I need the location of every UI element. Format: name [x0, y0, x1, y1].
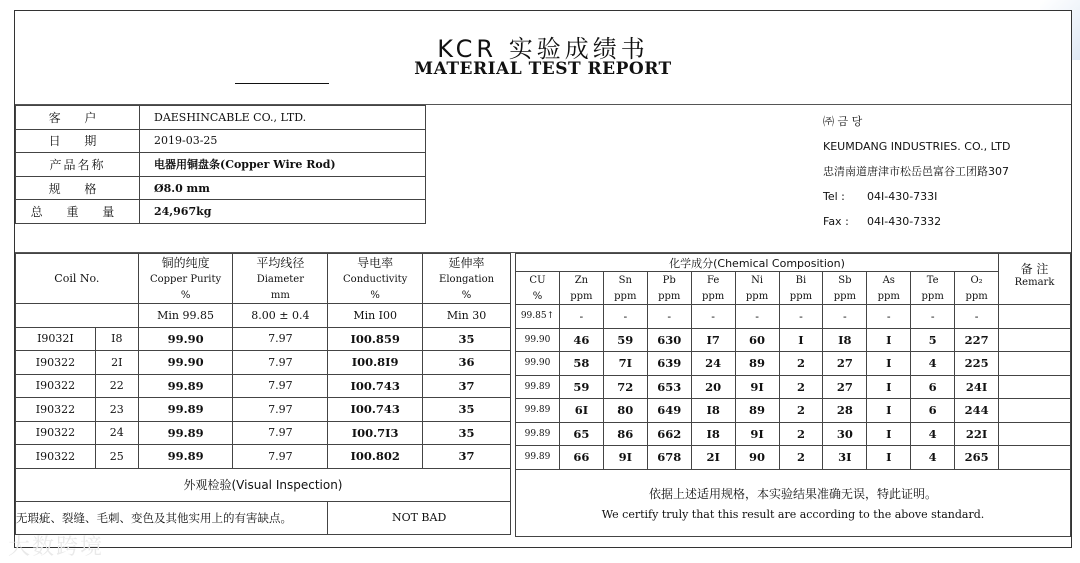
spec-conductivity: Min I00	[328, 304, 423, 328]
elongation-value: 37	[423, 445, 511, 469]
element-value: 3I	[823, 446, 867, 470]
elongation-value: 37	[423, 374, 511, 398]
element-value: 649	[647, 399, 691, 423]
element-value: I	[867, 328, 911, 352]
remark-cell	[999, 422, 1071, 446]
element-value: 2	[779, 399, 823, 423]
lot-no: I90322	[16, 374, 96, 398]
table-row	[516, 375, 1071, 399]
elongation-value: 35	[423, 398, 511, 422]
element-value: 5	[911, 328, 955, 352]
element-value: 653	[647, 375, 691, 399]
remark-cell	[999, 375, 1071, 399]
lot-no: I90322	[16, 445, 96, 469]
tel-value: 04I-430-733I	[867, 190, 938, 203]
element-value: 89	[735, 399, 779, 423]
element-unit: ppm	[647, 288, 691, 305]
remark-cell	[999, 352, 1071, 376]
element-value: 90	[735, 446, 779, 470]
info-key: 规 格	[16, 176, 140, 200]
spec-row	[16, 304, 511, 328]
conductivity-value: I00.802	[328, 445, 423, 469]
purity-value: 99.90	[138, 351, 233, 375]
purity-unit: %	[138, 287, 233, 304]
spec-row	[516, 305, 1071, 329]
certification-block	[516, 469, 1071, 536]
element-spec: -	[603, 305, 647, 329]
element-header: Sb	[823, 272, 867, 289]
conductivity-header-en: Conductivity	[328, 271, 423, 287]
cu-value: 99.89	[516, 446, 560, 470]
element-value: 59	[603, 328, 647, 352]
diameter-header-cn: 平均线径	[233, 254, 328, 272]
element-value: 24	[691, 352, 735, 376]
spec-elongation: Min 30	[423, 304, 511, 328]
table-row	[516, 446, 1071, 470]
element-value: 6	[911, 399, 955, 423]
table-row	[516, 328, 1071, 352]
purity-header-en: Copper Purity	[138, 271, 233, 287]
diameter-value: 7.97	[233, 351, 328, 375]
info-value: Ø8.0 mm	[140, 176, 426, 200]
element-value: I	[867, 446, 911, 470]
remark-cn: 备 注	[1020, 262, 1049, 276]
element-value: 2	[779, 375, 823, 399]
element-unit: ppm	[603, 288, 647, 305]
diameter-unit: mm	[233, 287, 328, 304]
element-spec: -	[559, 305, 603, 329]
coil-no: 24	[95, 421, 138, 445]
element-header: Bi	[779, 272, 823, 289]
element-value: I	[779, 328, 823, 352]
table-row	[516, 399, 1071, 423]
certify-en: We certify truly that this result are according to the above standard.	[601, 507, 985, 521]
element-value: 6I	[559, 399, 603, 423]
element-value: I7	[691, 328, 735, 352]
visual-result: NOT BAD	[328, 501, 511, 534]
purity-value: 99.90	[138, 327, 233, 351]
element-value: I8	[691, 422, 735, 446]
element-unit: %	[516, 288, 560, 305]
cu-value: 99.90	[516, 352, 560, 376]
element-value: 22I	[955, 422, 999, 446]
info-row	[16, 106, 426, 130]
table-row	[16, 421, 511, 445]
remark-cell	[999, 446, 1071, 470]
element-value: I	[867, 352, 911, 376]
table-row	[16, 351, 511, 375]
element-unit: ppm	[691, 288, 735, 305]
elongation-value: 36	[423, 351, 511, 375]
certify-cn: 依据上述适用规格，本实验结果准确无误，特此证明。	[648, 486, 937, 501]
element-spec: -	[955, 305, 999, 329]
purity-value: 99.89	[138, 445, 233, 469]
info-row	[16, 129, 426, 153]
coil-no: 22	[95, 374, 138, 398]
chemical-composition-table	[515, 253, 1071, 537]
element-header: Sn	[603, 272, 647, 289]
info-row	[16, 153, 426, 177]
element-value: 27	[823, 375, 867, 399]
visual-title-row	[16, 468, 511, 501]
fax-value: 04I-430-7332	[867, 215, 942, 228]
purity-header-cn: 铜的纯度	[138, 254, 233, 272]
spec-diameter: 8.00 ± 0.4	[233, 304, 328, 328]
element-value: 7I	[603, 352, 647, 376]
title-cn: KCR 实验成绩书	[437, 35, 649, 63]
lot-no: I90322	[16, 398, 96, 422]
element-spec: -	[735, 305, 779, 329]
element-value: 244	[955, 399, 999, 423]
element-value: 9I	[603, 446, 647, 470]
element-value: 630	[647, 328, 691, 352]
lot-no: I90322	[16, 351, 96, 375]
element-value: 20	[691, 375, 735, 399]
coil-no: I8	[95, 327, 138, 351]
element-header: As	[867, 272, 911, 289]
visual-inspection-title: 外观检验(Visual Inspection)	[16, 468, 511, 501]
title-en: MATERIAL TEST REPORT	[414, 59, 672, 79]
element-value: 89	[735, 352, 779, 376]
element-value: 2	[779, 446, 823, 470]
element-value: 80	[603, 399, 647, 423]
diameter-value: 7.97	[233, 421, 328, 445]
info-row	[16, 200, 426, 224]
company-tel	[823, 184, 1010, 209]
table-row	[16, 374, 511, 398]
customer-info-table	[15, 105, 426, 224]
info-key: 产品名称	[16, 153, 140, 177]
element-unit: ppm	[867, 288, 911, 305]
coil-no: 2I	[95, 351, 138, 375]
purity-value: 99.89	[138, 374, 233, 398]
element-unit: ppm	[779, 288, 823, 305]
conductivity-value: I00.743	[328, 374, 423, 398]
element-value: 60	[735, 328, 779, 352]
element-header: Fe	[691, 272, 735, 289]
info-key: 总 重 量	[16, 200, 140, 224]
conductivity-header-cn: 导电率	[328, 254, 423, 272]
element-value: 4	[911, 422, 955, 446]
element-value: 24I	[955, 375, 999, 399]
element-value: I8	[691, 399, 735, 423]
element-value: 227	[955, 328, 999, 352]
element-value: 58	[559, 352, 603, 376]
diameter-value: 7.97	[233, 374, 328, 398]
element-spec: -	[779, 305, 823, 329]
visual-criteria: 无瑕疵、裂缝、毛刺、变色及其他实用上的有害缺点。	[16, 501, 328, 534]
element-value: 2I	[691, 446, 735, 470]
elongation-unit: %	[423, 287, 511, 304]
elongation-value: 35	[423, 327, 511, 351]
element-value: 2	[779, 422, 823, 446]
element-unit: ppm	[735, 288, 779, 305]
element-value: 30	[823, 422, 867, 446]
elongation-value: 35	[423, 421, 511, 445]
element-unit: ppm	[823, 288, 867, 305]
info-value: 2019-03-25	[140, 129, 426, 153]
element-unit: ppm	[559, 288, 603, 305]
element-value: 59	[559, 375, 603, 399]
fax-label: Fax :	[823, 215, 849, 228]
info-key: 客 户	[16, 106, 140, 130]
element-value: I8	[823, 328, 867, 352]
diameter-value: 7.97	[233, 398, 328, 422]
company-block	[823, 109, 1010, 234]
element-unit: ppm	[911, 288, 955, 305]
cu-value: 99.89	[516, 399, 560, 423]
physical-properties-table	[15, 253, 511, 535]
element-value: 6	[911, 375, 955, 399]
info-row	[16, 176, 426, 200]
info-value: 电器用铜盘条(Copper Wire Rod)	[140, 153, 426, 177]
diameter-value: 7.97	[233, 445, 328, 469]
info-value: 24,967kg	[140, 200, 426, 224]
spec-blank	[16, 304, 139, 328]
conductivity-value: I00.859	[328, 327, 423, 351]
element-spec: 99.85↑	[516, 305, 560, 329]
report-sheet	[14, 10, 1072, 548]
cu-value: 99.89	[516, 375, 560, 399]
element-value: 66	[559, 446, 603, 470]
company-address: 忠清南道唐津市松岳邑富谷工团路307	[823, 165, 1009, 178]
purity-value: 99.89	[138, 398, 233, 422]
company-name-kr: ㈜ 금 당	[823, 115, 863, 128]
coil-header: Coil No.	[16, 254, 139, 304]
watermark: 大数跨境	[8, 535, 105, 560]
certify-row	[516, 469, 1071, 536]
lot-no: I90322	[16, 421, 96, 445]
remark-header	[999, 254, 1071, 305]
cu-value: 99.89	[516, 422, 560, 446]
element-row	[516, 272, 1071, 289]
cu-value: 99.90	[516, 328, 560, 352]
remark-cell	[999, 328, 1071, 352]
elongation-header-en: Elongation	[423, 271, 511, 287]
table-row	[516, 352, 1071, 376]
info-key: 日 期	[16, 129, 140, 153]
element-spec: -	[647, 305, 691, 329]
element-value: 4	[911, 352, 955, 376]
elongation-header-cn: 延伸率	[423, 254, 511, 272]
table-row	[16, 398, 511, 422]
table-row	[16, 445, 511, 469]
element-value: 9I	[735, 375, 779, 399]
element-value: 265	[955, 446, 999, 470]
chemical-composition-title: 化学成分(Chemical Composition)	[516, 254, 999, 272]
remark-cell	[999, 399, 1071, 423]
element-value: 2	[779, 352, 823, 376]
spec-purity: Min 99.85	[138, 304, 233, 328]
title-underline	[235, 83, 329, 84]
unit-row	[516, 288, 1071, 305]
info-value: DAESHINCABLE CO., LTD.	[140, 106, 426, 130]
diameter-header-en: Diameter	[233, 271, 328, 287]
header-row	[16, 254, 511, 272]
element-header: Zn	[559, 272, 603, 289]
element-value: 72	[603, 375, 647, 399]
remark-en: Remark	[1014, 277, 1055, 288]
element-value: 662	[647, 422, 691, 446]
element-value: 639	[647, 352, 691, 376]
element-header: Pb	[647, 272, 691, 289]
lot-no: I9032I	[16, 327, 96, 351]
conductivity-unit: %	[328, 287, 423, 304]
table-row	[516, 422, 1071, 446]
company-name-en: KEUMDANG INDUSTRIES. CO., LTD	[823, 140, 1011, 153]
element-header: O₂	[955, 272, 999, 289]
element-value: 225	[955, 352, 999, 376]
conductivity-value: I00.743	[328, 398, 423, 422]
purity-value: 99.89	[138, 421, 233, 445]
tel-label: Tel :	[823, 190, 845, 203]
element-header: Ni	[735, 272, 779, 289]
element-value: 678	[647, 446, 691, 470]
coil-no: 23	[95, 398, 138, 422]
element-spec: -	[867, 305, 911, 329]
element-value: 9I	[735, 422, 779, 446]
element-value: 28	[823, 399, 867, 423]
conductivity-value: I00.8I9	[328, 351, 423, 375]
element-value: 46	[559, 328, 603, 352]
element-value: 65	[559, 422, 603, 446]
header-row	[516, 254, 1071, 272]
element-value: 27	[823, 352, 867, 376]
element-value: 86	[603, 422, 647, 446]
element-value: I	[867, 375, 911, 399]
element-spec: -	[691, 305, 735, 329]
element-header: CU	[516, 272, 560, 289]
element-value: I	[867, 422, 911, 446]
element-value: I	[867, 399, 911, 423]
element-unit: ppm	[955, 288, 999, 305]
element-spec: -	[823, 305, 867, 329]
element-spec: -	[911, 305, 955, 329]
element-header: Te	[911, 272, 955, 289]
table-row	[16, 327, 511, 351]
coil-no: 25	[95, 445, 138, 469]
diameter-value: 7.97	[233, 327, 328, 351]
remark-cell	[999, 305, 1071, 329]
element-value: 4	[911, 446, 955, 470]
conductivity-value: I00.7I3	[328, 421, 423, 445]
company-fax	[823, 209, 1010, 234]
